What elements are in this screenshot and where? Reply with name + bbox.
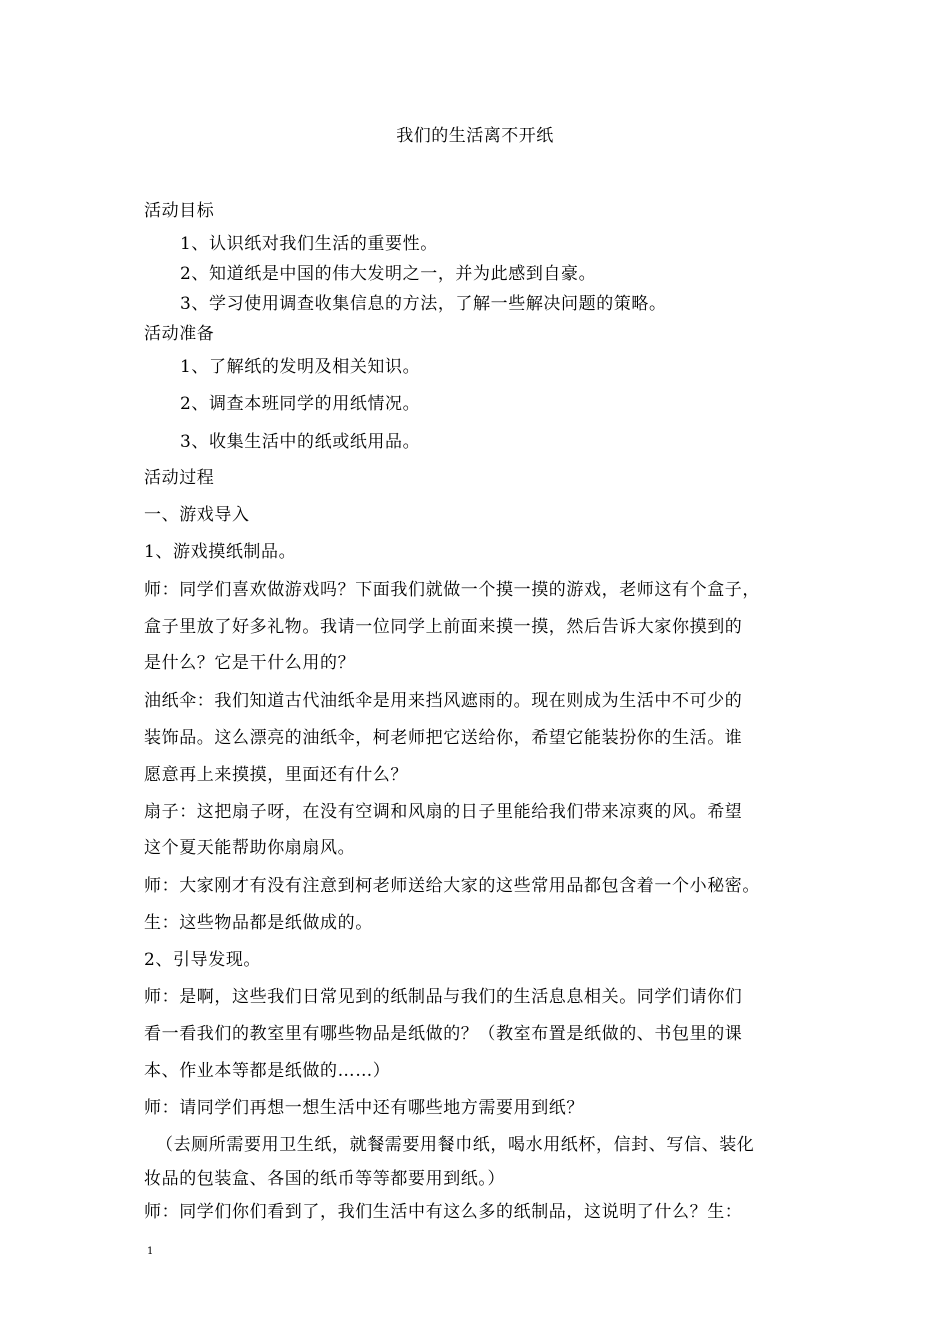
paragraph-line: 看一看我们的教室里有哪些物品是纸做的？（教室布置是纸做的、书包里的课 [144, 1024, 743, 1044]
paragraph-line: 本、作业本等都是纸做的……） [144, 1061, 391, 1081]
paragraph-line: 油纸伞：我们知道古代油纸伞是用来挡风遮雨的。现在则成为生活中不可少的 [144, 691, 743, 711]
paragraph-line: 装饰品。这么漂亮的油纸伞，柯老师把它送给你，希望它能装扮你的生活。谁 [144, 728, 743, 748]
step-heading: 1、游戏摸纸制品。 [144, 542, 297, 562]
paragraph-line: 生：这些物品都是纸做成的。 [144, 913, 373, 933]
preparation-item: 1、了解纸的发明及相关知识。 [180, 357, 421, 377]
paragraph-line: （去厕所需要用卫生纸，就餐需要用餐巾纸，喝水用纸杯，信封、写信、装化 [156, 1135, 755, 1155]
paragraph-line: 师：是啊，这些我们日常见到的纸制品与我们的生活息息相关。同学们请你们 [144, 987, 743, 1007]
preparation-item: 3、收集生活中的纸或纸用品。 [180, 432, 421, 452]
paragraph-line: 师：同学们你们看到了，我们生活中有这么多的纸制品，这说明了什么？生： [144, 1202, 743, 1222]
paragraph-line: 盒子里放了好多礼物。我请一位同学上前面来摸一摸，然后告诉大家你摸到的 [144, 617, 743, 637]
paragraph-line: 这个夏天能帮助你扇扇风。 [144, 838, 356, 858]
page-number: 1 [147, 1246, 154, 1257]
document-title: 我们的生活离不开纸 [396, 126, 554, 146]
preparation-item: 2、调查本班同学的用纸情况。 [180, 394, 421, 414]
step-heading: 2、引导发现。 [144, 950, 262, 970]
goal-item: 3、学习使用调查收集信息的方法，了解一些解决问题的策略。 [180, 294, 667, 314]
paragraph-line: 妆品的包装盒、各国的纸币等等都要用到纸。） [144, 1169, 506, 1189]
section-heading-process: 活动过程 [144, 468, 215, 488]
paragraph-line: 师：同学们喜欢做游戏吗？下面我们就做一个摸一摸的游戏，老师这有个盒子， [144, 580, 760, 600]
goal-item: 2、知道纸是中国的伟大发明之一，并为此感到自豪。 [180, 264, 597, 284]
goal-item: 1、认识纸对我们生活的重要性。 [180, 234, 438, 254]
paragraph-line: 是什么？它是干什么用的？ [144, 653, 356, 673]
subsection-heading: 一、游戏导入 [144, 505, 250, 525]
paragraph-line: 愿意再上来摸摸，里面还有什么？ [144, 765, 408, 785]
paragraph-line: 师：请同学们再想一想生活中还有哪些地方需要用到纸？ [144, 1098, 584, 1118]
paragraph-line: 扇子：这把扇子呀，在没有空调和风扇的日子里能给我们带来凉爽的风。希望 [144, 802, 743, 822]
paragraph-line: 师：大家刚才有没有注意到柯老师送给大家的这些常用品都包含着一个小秘密。 [144, 876, 760, 896]
section-heading-preparation: 活动准备 [144, 324, 215, 344]
section-heading-goals: 活动目标 [144, 201, 215, 221]
